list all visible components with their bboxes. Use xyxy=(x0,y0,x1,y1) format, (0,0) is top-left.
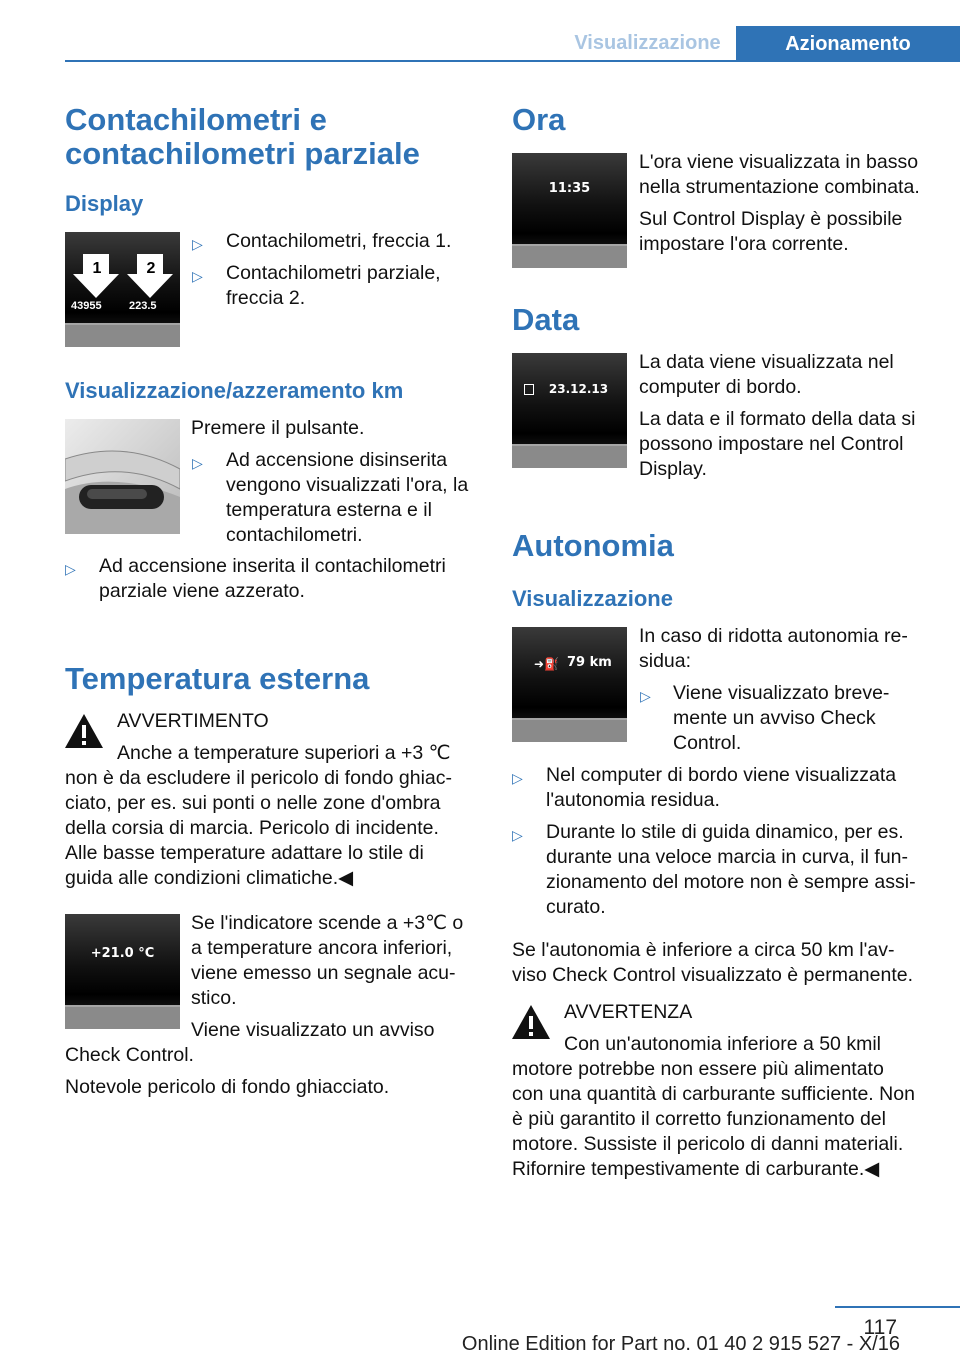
date-display-image xyxy=(512,353,627,468)
warning-line: guida alle condizioni climatiche.◀ xyxy=(65,867,354,889)
warning-line: Anche a temperature superiori a +3 ℃ xyxy=(117,742,451,764)
autonomia-text xyxy=(639,624,908,674)
autonomia-bullet-1 xyxy=(673,681,889,756)
autonomia-heading: Visualizzazione xyxy=(512,586,673,611)
arrow-1-label: 1 xyxy=(92,260,102,277)
data-line: possono impostare nel Control xyxy=(639,433,904,455)
warning2-line: Rifornire tempestivamente di carburante.◀ xyxy=(512,1158,880,1180)
ora-text xyxy=(639,150,920,200)
autonomia-line: sidua: xyxy=(639,650,692,672)
temperature-line: Se l'indicatore scende a +3℃ o xyxy=(191,912,464,934)
ora-line: impostare l'ora corrente. xyxy=(639,233,849,255)
reset-heading: Visualizzazione/azzeramento km xyxy=(65,378,404,403)
display-bullet-2-line2: freccia 2. xyxy=(226,287,306,309)
warning-body xyxy=(65,766,485,891)
autonomia-bullet-2 xyxy=(546,763,896,813)
odometer-title xyxy=(65,103,485,171)
temperature-line: stico. xyxy=(191,987,237,1009)
header-tab-visualizzazione[interactable]: Visualizzazione xyxy=(574,32,721,54)
data-title: Data xyxy=(512,302,580,337)
reset-bullet-1-line: Ad accensione disinserita xyxy=(226,449,448,471)
autonomia-bullet-3 xyxy=(546,820,916,920)
reset-bullet-1-line: vengono visualizzati l'ora, la xyxy=(226,474,469,496)
autonomia-paragraph xyxy=(512,938,942,988)
trip-value: 223.5 xyxy=(129,300,157,312)
warning-line: ciato, per es. sui ponti o nelle zone d'ombra xyxy=(65,792,441,814)
warning-triangle-icon xyxy=(511,1004,551,1040)
warning2-line: è più garantito il corretto funzionamento del xyxy=(512,1108,886,1130)
autonomia-bullet-line: Viene visualizzato breve‐ xyxy=(673,682,890,704)
autonomia-bullet-line: zionamento del motore non è sempre assi‐ xyxy=(546,871,916,893)
arrow-2-label: 2 xyxy=(146,260,156,277)
button-illustration xyxy=(65,419,180,534)
reset-text: Premere il pulsante. xyxy=(191,417,365,439)
display-bullet-2-line1: Contachilometri parziale, xyxy=(226,262,441,284)
triangle-bullet-icon: ▷ xyxy=(192,236,203,252)
warning-line: non è da escludere il pericolo di fondo ghiac‐ xyxy=(65,767,453,789)
fuel-pump-icon: ➜⛽ xyxy=(534,657,559,671)
data-line: Display. xyxy=(639,458,707,480)
autonomia-line: In caso di ridotta autonomia re‐ xyxy=(639,625,908,647)
display-bullet-1: Contachilometri, freccia 1. xyxy=(226,230,452,252)
temperature-text xyxy=(191,911,463,1011)
temperature-line: Viene visualizzato un avviso xyxy=(191,1019,435,1041)
warning-line: della corsia di marcia. Pericolo di incidente. xyxy=(65,817,439,839)
warning2-label: AVVERTENZA xyxy=(564,1001,693,1023)
temperature-display-image xyxy=(65,914,180,1029)
data-line: La data viene visualizzata nel xyxy=(639,351,894,373)
autonomia-bullet-line: Control. xyxy=(673,732,742,754)
temperature-final: Notevole pericolo di fondo ghiacciato. xyxy=(65,1076,390,1098)
warning2-body xyxy=(512,1057,942,1182)
odometer-title-line2: contachilometri parziale xyxy=(65,136,420,171)
triangle-bullet-icon: ▷ xyxy=(512,827,523,843)
footer-rule xyxy=(835,1306,960,1308)
temperature-line: a temperature ancora inferiori, xyxy=(191,937,453,959)
temperature-line: Check Control. xyxy=(65,1044,194,1066)
warning-triangle-icon xyxy=(64,713,104,749)
reset-bullet-1-line: temperatura esterna e il xyxy=(226,499,432,521)
autonomia-bullet-line: durante una veloce marcia in curva, il fun‐ xyxy=(546,846,909,868)
reset-bullet-1-line: contachilometri. xyxy=(226,524,363,546)
autonomia-title: Autonomia xyxy=(512,528,674,563)
autonomia-bullet-line: curato. xyxy=(546,896,606,918)
temperature-line: viene emesso un segnale acu‐ xyxy=(191,962,456,984)
autonomia-bullet-line: Durante lo stile di guida dinamico, per es. xyxy=(546,821,904,843)
autonomia-bullet-line: mente un avviso Check xyxy=(673,707,876,729)
ora-line: L'ora viene visualizzata in basso xyxy=(639,151,919,173)
date-value: 23.12.13 xyxy=(548,382,609,396)
clock-display-image xyxy=(512,153,627,268)
header-tab-azionamento[interactable]: Azionamento xyxy=(736,26,960,62)
odometer-title-line1: Contachilometri e xyxy=(65,102,327,137)
footer-edition: Online Edition for Part no. 01 40 2 915 527 - X/16 xyxy=(461,1333,900,1355)
autonomia-para-line: Se l'autonomia è inferiore a circa 50 km l'av‐ xyxy=(512,939,895,961)
reset-button-image xyxy=(65,419,180,534)
warning2-line: motore. Sussiste il pericolo di danni materiali. xyxy=(512,1133,904,1155)
odometer-value: 43955 xyxy=(71,300,102,312)
page-number: 117 xyxy=(863,1316,897,1339)
reset-bullet-2 xyxy=(99,554,446,604)
data-text-2 xyxy=(639,407,915,482)
ora-line: Sul Control Display è possibile xyxy=(639,208,903,230)
ora-text-2 xyxy=(639,207,902,257)
temperature-value: +21.0 °C xyxy=(90,946,155,961)
warning2-line: Con un'autonomia inferiore a 50 kmil xyxy=(564,1033,881,1055)
clock-value: 11:35 xyxy=(548,181,591,196)
reset-bullet-2-line: parziale viene azzerato. xyxy=(99,580,305,602)
autonomia-para-line: viso Check Control visualizzato è permanente. xyxy=(512,964,914,986)
reset-bullet-1 xyxy=(226,448,468,548)
header-rule xyxy=(65,60,960,62)
display-heading: Display xyxy=(65,191,144,216)
warning-label: AVVERTIMENTO xyxy=(117,710,269,732)
triangle-bullet-icon: ▷ xyxy=(192,268,203,284)
range-value: 79 km xyxy=(567,655,612,670)
triangle-bullet-icon: ▷ xyxy=(640,688,651,704)
autonomia-bullet-line: Nel computer di bordo viene visualizzata xyxy=(546,764,897,786)
data-text xyxy=(639,350,894,400)
warning2-line: motore potrebbe non essere più alimentato xyxy=(512,1058,884,1080)
ora-title: Ora xyxy=(512,102,566,137)
warning-line: Alle basse temperature adattare lo stile di xyxy=(65,842,424,864)
range-display-image xyxy=(512,627,627,742)
reset-bullet-2-line: Ad accensione inserita il contachilometri xyxy=(99,555,446,577)
data-line: computer di bordo. xyxy=(639,376,802,398)
triangle-bullet-icon: ▷ xyxy=(512,770,523,786)
triangle-bullet-icon: ▷ xyxy=(192,455,203,471)
warning2-line: con una quantità di carburante sufficiente. Non xyxy=(512,1083,915,1105)
display-bullet-2 xyxy=(226,261,441,311)
ora-line: nella strumentazione combinata. xyxy=(639,176,920,198)
temperature-title: Temperatura esterna xyxy=(65,661,370,696)
triangle-bullet-icon: ▷ xyxy=(65,561,76,577)
data-line: La data e il formato della data si xyxy=(639,408,916,430)
odometer-display-image xyxy=(65,232,180,347)
autonomia-bullet-line: l'autonomia residua. xyxy=(546,789,720,811)
